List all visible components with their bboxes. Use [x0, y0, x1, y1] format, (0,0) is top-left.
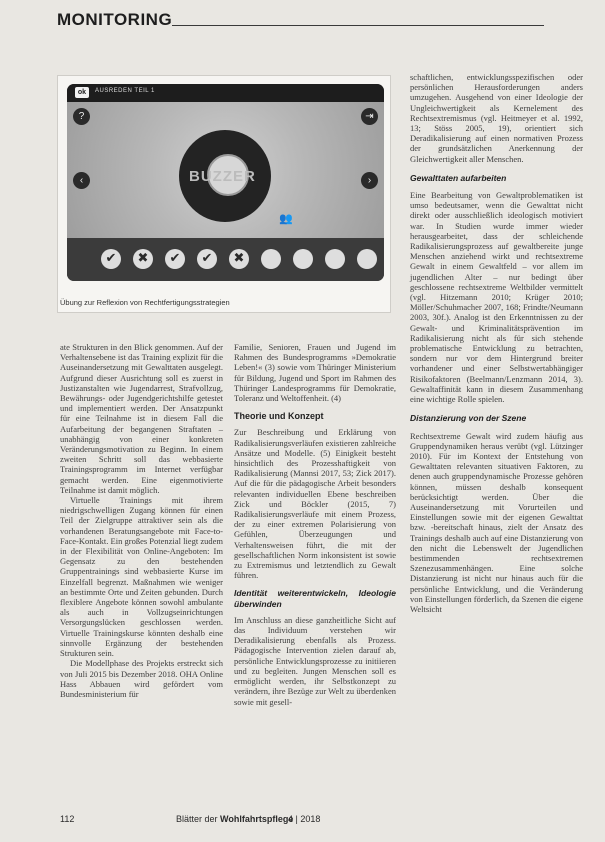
paragraph: Rechtsextreme Gewalt wird zudem häufig aus Gruppendynamiken heraus verübt (vgl. Lützinger 2010). Für im Kontext der Entstehung von Gewalttaten relevanten situativen Faktoren, zu denen auch gruppendynamische Prozesse gehören können, müssen deshalb konsequent berücksichtigt werden. Über die Auseinandersetzung mit Vorurteilen und Einstellungen sowie mit der eigenen Gewalttat bzw. -bereitschaft hinaus, zielt der Ansatz des Trainings deshalb auch auf eine Distanzierung von den nicht die Lebenswelt der Jugendlichen bestimmenden rechtsextremen Szenezusammenhängen. Eine solche Distanzierung ist nicht nur hinaus auch für die persönliche Entwicklung, und die Veränderung von Einstellungen förderlich, da Szenen die eigene Weltsicht: [410, 430, 584, 614]
answer-slot[interactable]: ✖: [133, 249, 153, 269]
subheading: Identität weiterentwickeln, Ideologie überwinden: [234, 588, 396, 609]
section-rule: [172, 25, 544, 26]
section-title: MONITORING: [57, 10, 173, 29]
answer-slot[interactable]: [293, 249, 313, 269]
exit-icon[interactable]: ⇥: [361, 108, 378, 125]
text-column-1: [60, 342, 223, 812]
answer-slot[interactable]: [357, 249, 377, 269]
text-column-3: [410, 72, 583, 812]
help-icon[interactable]: ?: [73, 108, 90, 125]
answer-slot[interactable]: [261, 249, 281, 269]
screen-title: AUSREDEN TEIL 1: [95, 88, 155, 94]
next-arrow-icon[interactable]: ›: [361, 172, 378, 189]
paragraph: Virtuelle Trainings mit ihrem niedrigschwelligen Zugang können für einen Teil der Zielgruppe attraktiver sein als die vorhandenen Beratungsangebote mit Face-to-Face-Kontakt. Ein großes Potenzial liegt zudem in der Flexibilität von Online-Angeboten: Im Gegensatz zu den bestehenden Gruppentrainings sind webbasierte Kurse im Einzelfall begrenzt. Maßnahmen wie weniger an bestimmte Orte und Zeiten gebunden. Durch flexiblere Angebote können sowohl ambulante als auch in Vollzugseinrichtungen Versorgungslücken geschlossen werden. Virtuelle Trainingskurse könnten deshalb eine sinnvolle Ergänzung der bestehenden Strukturen sein.: [60, 495, 223, 659]
answer-slot[interactable]: ✔: [101, 249, 121, 269]
text-column-2: [234, 342, 396, 812]
screen-titlebar: [67, 84, 384, 102]
answer-slot[interactable]: [325, 249, 345, 269]
answer-slot[interactable]: ✔: [197, 249, 217, 269]
paragraph: ate Strukturen in den Blick genommen. Auf der Verhaltensebene ist das Training explizit für die Auseinandersetzung mit Gewalttaten ausgelegt. Aufgrund dieser Ausrichtung soll es zuerst in Justizanstalten wie Jugendarrest, Strafvollzug, Bewährungs- oder Jugendgerichtshilfe getestet und implementiert werden. Der Ansatzpunkt für eine Teilnahme ist in diesem Fall die Aufarbeitung der begangenen Straftaten – unabhängig von einer konkreten Veränderungsmotivation zu Beginn. In einem zweiten Schritt soll das webbasierte Trainingsprogramm im Internet verfügbar gemacht werden. Eine eigenmotivierte Teilnahme ist damit möglich.: [60, 342, 223, 495]
figure-caption: Übung zur Reflexion von Rechtfertigungsstrategien: [60, 298, 230, 307]
paragraph: Eine Bearbeitung von Gewaltproblematiken ist umso bedeutsamer, wenn die Gewalttat nicht direkt oder ausschließlich ideologisch motiviert war. In Studien wurde immer wieder herausgearbeitet, dass der schleichende Radikalisierungsprozess auf gewaltbereite junge Menschen anziehend wirkt und rechtsextreme Gewalt in einem Gewaltfeld – vor allem im jugendlichen Alter – nur bedingt über geschlossene rechtsextreme Weltbilder vermittelt (vgl. Hitzemann 2010; Krüger 2010; Möller/Schuhmacher 2007, 168; Frindte/Neumann 2003, 30f.). Analog ist den Erkenntnissen zu der Gewalt- und Kriminalitätsprävention im Radikalisierung nicht als für sich stehende problematische Entwicklung zu betrachten, sondern nur vor dem Hintergrund breiter vorhandener und einer Selbstwertabhängiger Risikofaktoren (Beelmann/Lenzmann 2014, 3). Gewaltaffinität kann in diesem Zusammenhang eine wichtige Rolle spielen.: [410, 190, 583, 405]
answer-slot[interactable]: ✖: [229, 249, 249, 269]
subheading: Theorie und Konzept: [234, 411, 324, 422]
paragraph: Im Anschluss an diese ganzheitliche Sicht auf das Individuum verstehen wir Deradikalisierung ebenfalls als Prozess. Pädagogische Intervention zielen darauf ab, persönliche Entwicklungsprozesse zu initiieren und zu begleiten. Jungen Menschen soll es ermöglicht werden, ihr Selbstkonzept zu verändern, ihre Bezüge zur Welt zu überdenken sowie mit gesell-: [234, 614, 396, 707]
paragraph: Zur Beschreibung und Erklärung von Radikalisierungsverläufen existieren zahlreiche Ansätze und Modelle. (5) Einigkeit besteht hinsichtlich des Prozesshaftigkeit von Radikalisierung (Mannsi 2017, 53; Zick 2017). Auf die für die pädagogische Arbeit besonders relevanten individuellen Ebene beschreiben Zick und Böckler (2015, 7) Radikalisierungsverläufe mit einem Prozess, der zu einer extremen Polarisierung von Gefühlen, Überzeugungen und Verhaltensweisen führt, die mit der gesellschaftlichen Norm inkonsistent ist sowie zu Extremismus und letztendlich zu Gewalt führen.: [234, 427, 396, 581]
buzzer-label: BUZZER: [189, 168, 256, 185]
previous-arrow-icon[interactable]: ‹: [73, 172, 90, 189]
subheading: Distanzierung von der Szene: [410, 413, 527, 424]
issue-number: 4 | 2018: [288, 814, 321, 824]
journal-name-part: Blätter der: [176, 814, 218, 824]
app-logo-icon: ok: [75, 87, 89, 98]
people-icon: 👥: [279, 213, 293, 225]
paragraph: schaftlichen, entwicklungsspezifischen oder persönlichen Herausforderungen anders umzugehen. Ausgehend von einer Ideologie der Ungleichwertigkeit als Kernelement des Rechtsextremismus (vgl. Heitmeyer et al. 1992, 13; Stöss 2005, 19), orientiert sich Deradikalisierung auf einen normativen Prozess der grundsätzlichen Anerkennung der Gleichwertigkeit aller Menschen.: [410, 72, 583, 164]
paragraph: Familie, Senioren, Frauen und Jugend im Rahmen des Bundesprogramms »Demokratie Leben!« (3) sowie vom Thüringer Ministerium für Bildung, Jugend und Sport im Rahmen des Thüringer Landesprogramms für Demokratie, Toleranz und Weltoffenheit. (4): [234, 342, 396, 404]
journal-name: [176, 814, 293, 824]
training-screenshot: [67, 84, 384, 281]
journal-name-part: Wohlfahrtspflege: [220, 814, 294, 824]
screen-stage: [67, 102, 384, 238]
answer-bar: [67, 238, 384, 281]
paragraph: Die Modellphase des Projekts erstreckt sich von Juli 2015 bis Dezember 2018. OHA Online Hass Abbauen wird gefördert vom Bundesministerium für: [60, 658, 223, 699]
answer-slot[interactable]: ✔: [165, 249, 185, 269]
subheading: Gewalttaten aufarbeiten: [410, 172, 507, 183]
page-number: 112: [60, 814, 75, 824]
